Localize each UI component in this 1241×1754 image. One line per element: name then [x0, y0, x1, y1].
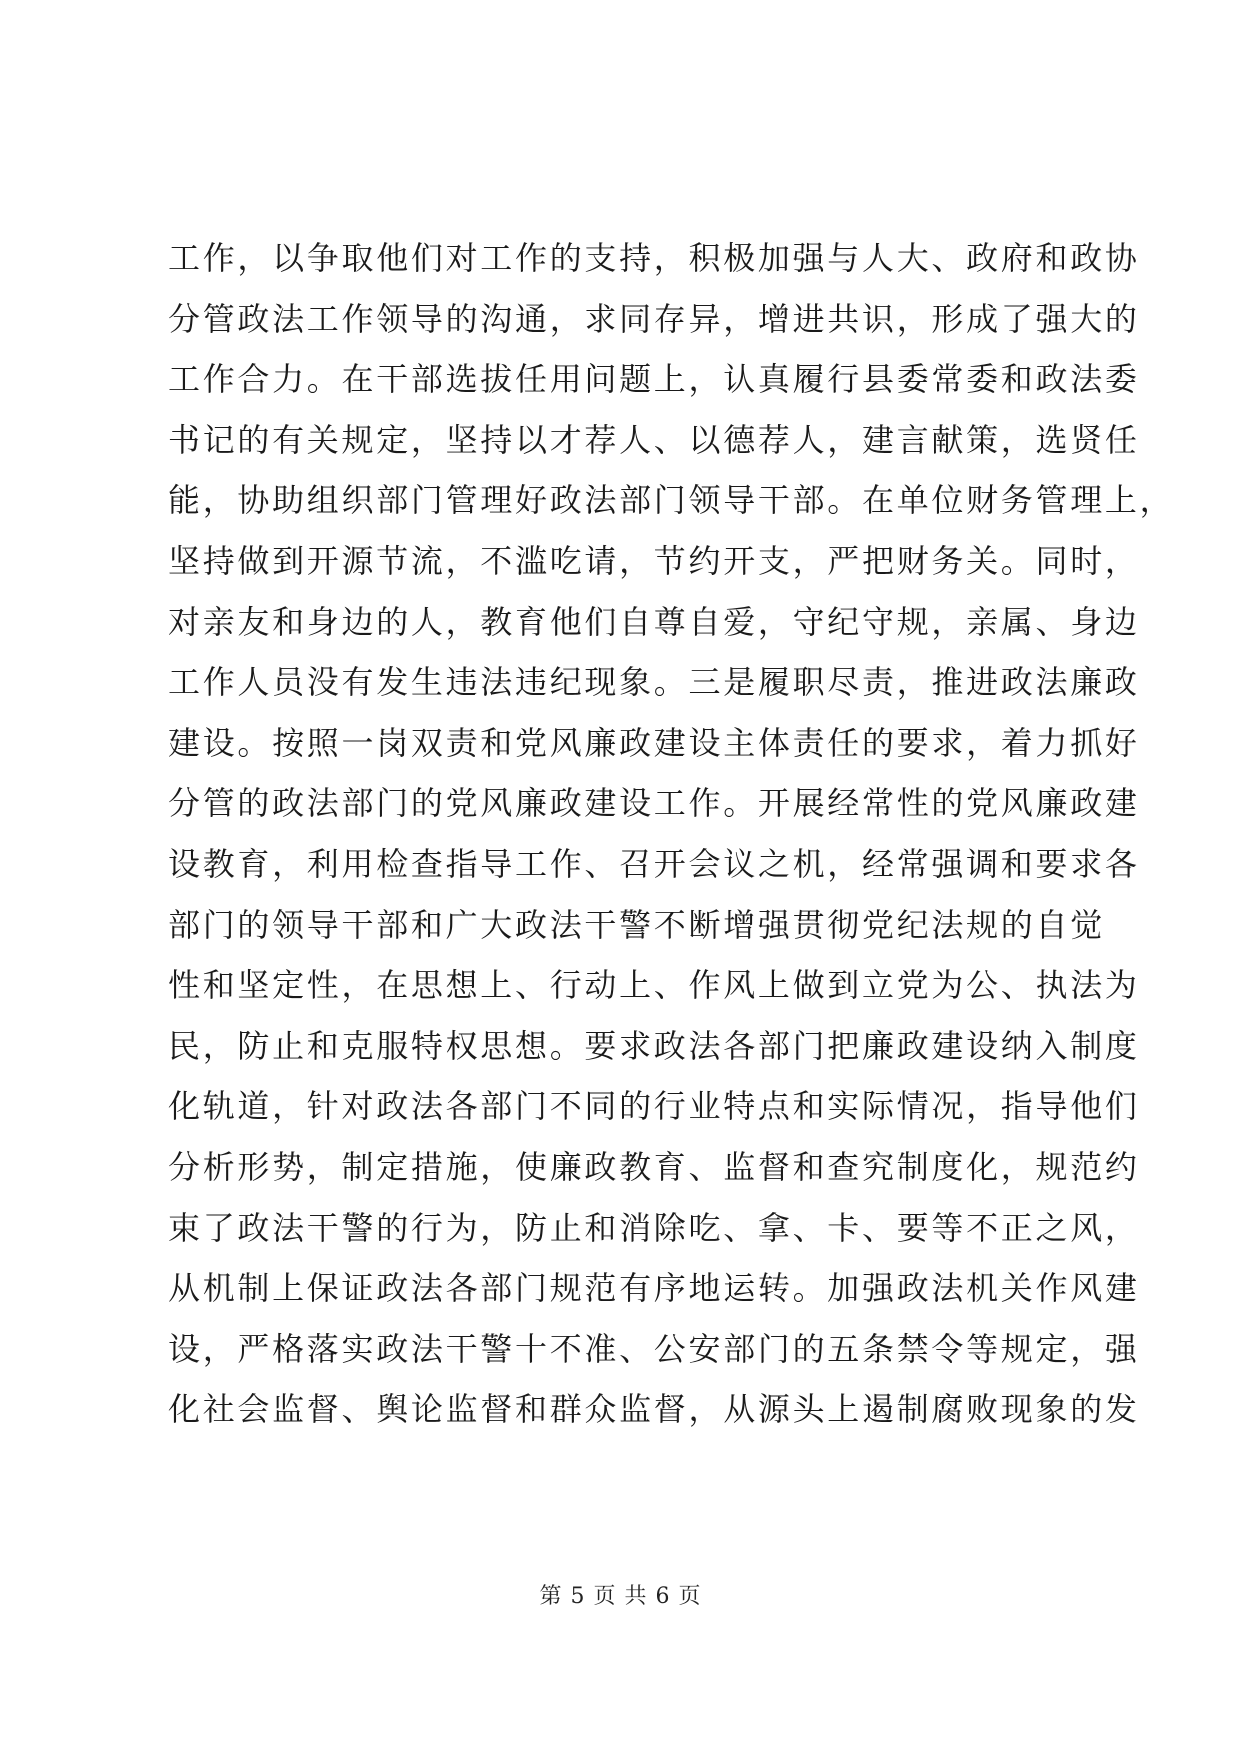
text-line: 工作人员没有发生违法违纪现象。三是履职尽责，推进政法廉政	[168, 663, 1140, 702]
page-number-footer: 第 5 页 共 6 页	[539, 1584, 702, 1609]
text-line: 部门的领导干部和广大政法干警不断增强贯彻党纪法规的自觉	[168, 905, 1105, 944]
text-line: 对亲友和身边的人，教育他们自尊自爱，守纪守规，亲属、身边	[168, 602, 1140, 641]
text-line: 建设。按照一岗双责和党风廉政建设主体责任的要求，着力抓好	[168, 723, 1140, 762]
text-line: 性和坚定性，在思想上、行动上、作风上做到立党为公、执法为	[168, 966, 1140, 1005]
text-line: 化社会监督、舆论监督和群众监督，从源头上遏制腐败现象的发	[168, 1390, 1140, 1429]
text-line: 分析形势，制定措施，使廉政教育、监督和查究制度化，规范约	[168, 1147, 1140, 1186]
text-line: 从机制上保证政法各部门规范有序地运转。加强政法机关作风建	[168, 1269, 1140, 1308]
text-line: 分管的政法部门的党风廉政建设工作。开展经常性的党风廉政建	[168, 784, 1140, 823]
text-line: 工作，以争取他们对工作的支持，积极加强与人大、政府和政协	[168, 239, 1140, 277]
text-line: 坚持做到开源节流，不滥吃请，节约开支，严把财务关。同时，	[168, 541, 1140, 580]
text-line: 束了政法干警的行为，防止和消除吃、拿、卡、要等不正之风，	[168, 1208, 1140, 1247]
text-line: 民，防止和克服特权思想。要求政法各部门把廉政建设纳入制度	[168, 1026, 1140, 1065]
text-line: 设，严格落实政法干警十不准、公安部门的五条禁令等规定，强	[168, 1329, 1140, 1368]
text-line: 设教育，利用检查指导工作、召开会议之机，经常强调和要求各	[168, 844, 1140, 883]
body-text	[168, 228, 1175, 1440]
text-line: 书记的有关规定，坚持以才荐人、以德荐人，建言献策，选贤任	[168, 420, 1140, 459]
text-line: 工作合力。在干部选拔任用问题上，认真履行县委常委和政法委	[168, 360, 1140, 399]
text-line: 能，协助组织部门管理好政法部门领导干部。在单位财务管理上，	[168, 481, 1175, 520]
text-line: 化轨道，针对政法各部门不同的行业特点和实际情况，指导他们	[168, 1087, 1140, 1126]
text-line: 分管政法工作领导的沟通，求同存异，增进共识，形成了强大的	[168, 299, 1140, 338]
